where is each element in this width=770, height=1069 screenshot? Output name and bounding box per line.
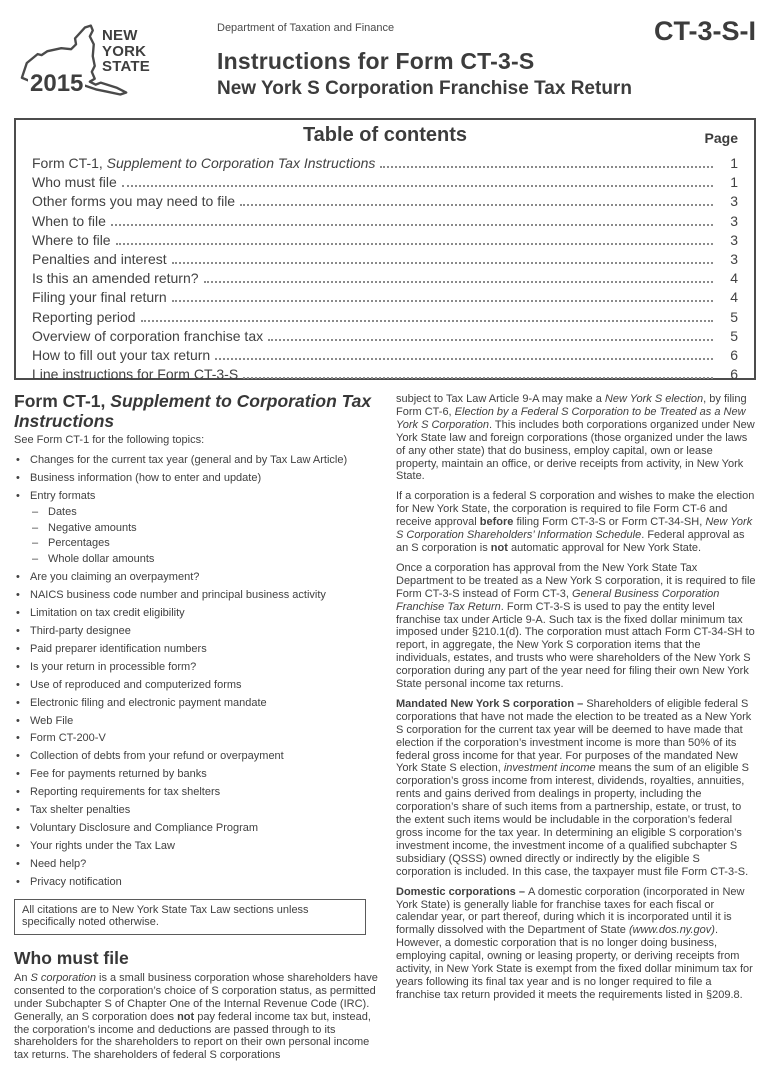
toc-entry-label: Form CT-1, Supplement to Corporation Tax Instructions	[32, 155, 376, 171]
toc-dot-leader	[240, 204, 713, 206]
toc-entry-label: Line instructions for Form CT-3-S	[32, 366, 239, 383]
toc-dot-leader	[172, 300, 713, 302]
toc-entry	[32, 231, 738, 250]
toc-entry	[32, 250, 738, 269]
list-item: • Entry formats	[14, 490, 380, 503]
toc-entry-label: When to file	[32, 212, 106, 229]
toc-entry	[32, 192, 738, 211]
who-must-file-paragraph: An S corporation is a small business corporation whose shareholders have consented to the corporation’s choice of S corporation status, as permitted under Subchapter S of Chapter One of the Internal Revenue Code (IRC). Generally, an S corporation does not pay federal income tax but, instead, the corporation’s income and deductions are passed through to its shareholders for the shareholders to report on their own personal income tax returns. The shareholders of federal S corporations	[14, 971, 378, 1062]
list-item: • Need help?	[14, 858, 380, 871]
list-item: • Electronic filing and electronic payment mandate	[14, 697, 380, 710]
toc-entry	[32, 308, 738, 327]
list-item: • Collection of debts from your refund or overpayment	[14, 750, 380, 763]
toc-dot-leader	[111, 224, 713, 226]
list-item: • Reporting requirements for tax shelters	[14, 786, 380, 799]
list-item: • Web File	[14, 715, 380, 728]
body-paragraph: Domestic corporations – A domestic corporation (incorporated in New York State) is generally liable for franchise taxes for each fiscal or calendar year, or part thereof, during which it is incorporated until it is formally dissolved with the Department of State (www.dos.ny.gov). However, a domestic corporation that is no longer doing business, employing capital, owning or leasing property, or deriving receipts from activity, in New York State is exempt from the fixed dollar minimum tax for years following its final tax year and is no longer required to file a franchise tax return provided it meets the requirements listed in §209.8.	[396, 885, 753, 1001]
toc-dot-leader	[215, 358, 713, 360]
toc-entry-page: 4	[730, 289, 738, 306]
body-paragraph: subject to Tax Law Article 9-A may make a New York S election, by filing Form CT-6, Election by a Federal S Corporation to be Treated as a New York S Corporation. This includes both corporations organized under New York State law and foreign corporations (those organized under the laws of any other state) that do business, employ capital, own or lease property, maintain an office, or derive receipts from activity, in New York State.	[396, 393, 755, 483]
toc-entry-page: 5	[730, 327, 738, 344]
toc-dot-leader	[380, 166, 713, 168]
section-intro: See Form CT-1 for the following topics:	[14, 434, 205, 446]
logo-word-york: YORK	[102, 42, 147, 60]
toc-entry-page: 5	[730, 308, 738, 325]
table-of-contents-box	[14, 118, 756, 383]
toc-dot-leader	[204, 281, 713, 283]
list-item: • Third-party designee	[14, 625, 380, 638]
toc-entry-label: How to fill out your tax return	[32, 347, 211, 364]
toc-dot-leader	[172, 262, 713, 264]
list-item: • Paid preparer identification numbers	[14, 643, 380, 656]
toc-dot-leader	[243, 377, 713, 379]
document-title: Instructions for Form CT-3-S	[217, 48, 535, 74]
toc-entry-page: 4	[730, 270, 738, 287]
toc-entry-label: Is this an amended return?	[32, 270, 199, 287]
toc-entry	[32, 327, 738, 346]
toc-entry	[32, 365, 738, 384]
toc-entry-label: Who must file	[32, 174, 117, 191]
list-item: • Business information (how to enter and update)	[14, 472, 380, 485]
header-title-block	[217, 22, 632, 100]
list-item: • Use of reproduced and computerized forms	[14, 679, 380, 692]
toc-entry-page: 3	[730, 251, 738, 268]
list-item: • Limitation on tax credit eligibility	[14, 607, 380, 620]
toc-dot-leader	[141, 320, 713, 322]
toc-entry	[32, 288, 738, 307]
list-item: • Changes for the current tax year (general and by Tax Law Article)	[14, 454, 380, 467]
toc-dot-leader	[268, 339, 713, 341]
list-item: • Your rights under the Tax Law	[14, 840, 380, 853]
toc-entry-page: 6	[730, 347, 738, 364]
list-item: • Privacy notification	[14, 876, 380, 889]
right-column	[396, 392, 756, 1069]
form-number: CT-3-S-I	[653, 16, 756, 46]
toc-entry	[32, 346, 738, 365]
toc-entry-label: Other forms you may need to file	[32, 193, 236, 210]
logo-wordmark	[102, 28, 150, 75]
list-item: • Fee for payments returned by banks	[14, 768, 380, 781]
toc-entry	[32, 269, 738, 288]
body-paragraph: Mandated New York S corporation – Shareholders of eligible federal S corporations that have not made the election to be treated as a New York S corporation for the current tax year will be deemed to have made that election if the corporation’s investment income is more than 50% of its federal gross income for that year. For purposes of the mandated New York State S election, investment income means the sum of an eligible S corporation’s gross income from interest, dividends, royalties, annuities, rents and gains derived from dealings in property, including the corporation’s share of such items from a partnership, estate, or trust, to the extent such items would be includable in the corporation’s federal gross income for the tax year. In determining an eligible S corporation’s investment income, the investment income of a qualified subchapter S subsidiary (QSSS) owned directly or indirectly by the eligible S corporation is included. In this case, the taxpayer must file Form CT-3-S.	[396, 697, 752, 878]
toc-entry-page: 1	[730, 174, 738, 191]
list-item: • NAICS business code number and principal business activity	[14, 589, 380, 602]
toc-entry-label: Penalties and interest	[32, 251, 167, 268]
toc-entry-page: 3	[730, 193, 738, 210]
toc-entry-page: 6	[730, 366, 738, 383]
toc-entry-label: Filing your final return	[32, 289, 167, 306]
toc-entry	[32, 212, 738, 231]
list-subitem: – Dates	[14, 506, 380, 519]
logo-word-state: STATE	[102, 58, 150, 75]
toc-page-column-header: Page	[704, 130, 738, 146]
nys-2015-logo	[14, 20, 204, 110]
list-subitem: – Negative amounts	[14, 522, 380, 535]
toc-entry-page: 3	[730, 212, 738, 229]
body-columns	[14, 392, 756, 1069]
toc-dot-leader	[122, 185, 713, 187]
topics-list	[14, 454, 380, 889]
toc-header	[32, 124, 738, 152]
section-heading-who-must-file: Who must file	[14, 948, 129, 969]
toc-title: Table of contents	[302, 124, 468, 146]
body-paragraph: If a corporation is a federal S corporation and wishes to make the election for New York State, the corporation is required to file Form CT-6 and receive approval before filing Form CT-3-S or Form CT-34-SH, New York S Corporation Shareholders’ Information Schedule. Federal approval as an S corporation is not automatic approval for New York State.	[396, 490, 755, 554]
document-header	[14, 14, 756, 110]
list-item: • Tax shelter penalties	[14, 804, 380, 817]
toc-dot-leader	[116, 243, 713, 245]
citations-note-box: All citations are to New York State Tax Law sections unless specifically noted otherwise.	[14, 899, 366, 936]
toc-entry-label: Reporting period	[32, 308, 136, 325]
list-item: • Form CT-200-V	[14, 732, 380, 745]
toc-entry-page: 1	[730, 155, 738, 171]
toc-entry-label: Where to file	[32, 231, 111, 248]
list-item: • Are you claiming an overpayment?	[14, 571, 380, 584]
body-paragraph: Once a corporation has approval from the New York State Tax Department to be treated as a New York S corporation, it is required to file Form CT-3-S instead of Form CT-3, General Business Corporation Franchise Tax Return. Form CT-3-S is used to pay the entity level franchise tax under Article 9-A. Such tax is the fixed dollar minimum tax imposed under §210.1(d). The corporation must attach Form CT-34-SH to report, in aggregate, the New York S corporation items that the individuals, estates, and trusts who were shareholders of the New York S corporation during any part of the year need for filing their own New York State personal income tax returns.	[396, 561, 756, 691]
toc-entry	[32, 154, 738, 173]
section-heading-form-ct1: Form CT-1, Supplement to Corporation Tax Instructions	[14, 391, 372, 431]
toc-entry	[32, 173, 738, 192]
list-item: • Is your return in processible form?	[14, 661, 380, 674]
toc-entry-label: Overview of corporation franchise tax	[32, 327, 264, 344]
logo-word-new: NEW	[102, 27, 138, 44]
agency-name: Department of Taxation and Finance	[217, 22, 395, 34]
list-item: • Voluntary Disclosure and Compliance Program	[14, 822, 380, 835]
list-subitem: – Percentages	[14, 537, 380, 550]
left-column	[14, 392, 380, 1069]
document-subtitle: New York S Corporation Franchise Tax Return	[217, 78, 632, 99]
list-subitem: – Whole dollar amounts	[14, 553, 380, 566]
logo-year: 2015	[30, 70, 84, 97]
toc-entry-page: 3	[730, 231, 738, 248]
